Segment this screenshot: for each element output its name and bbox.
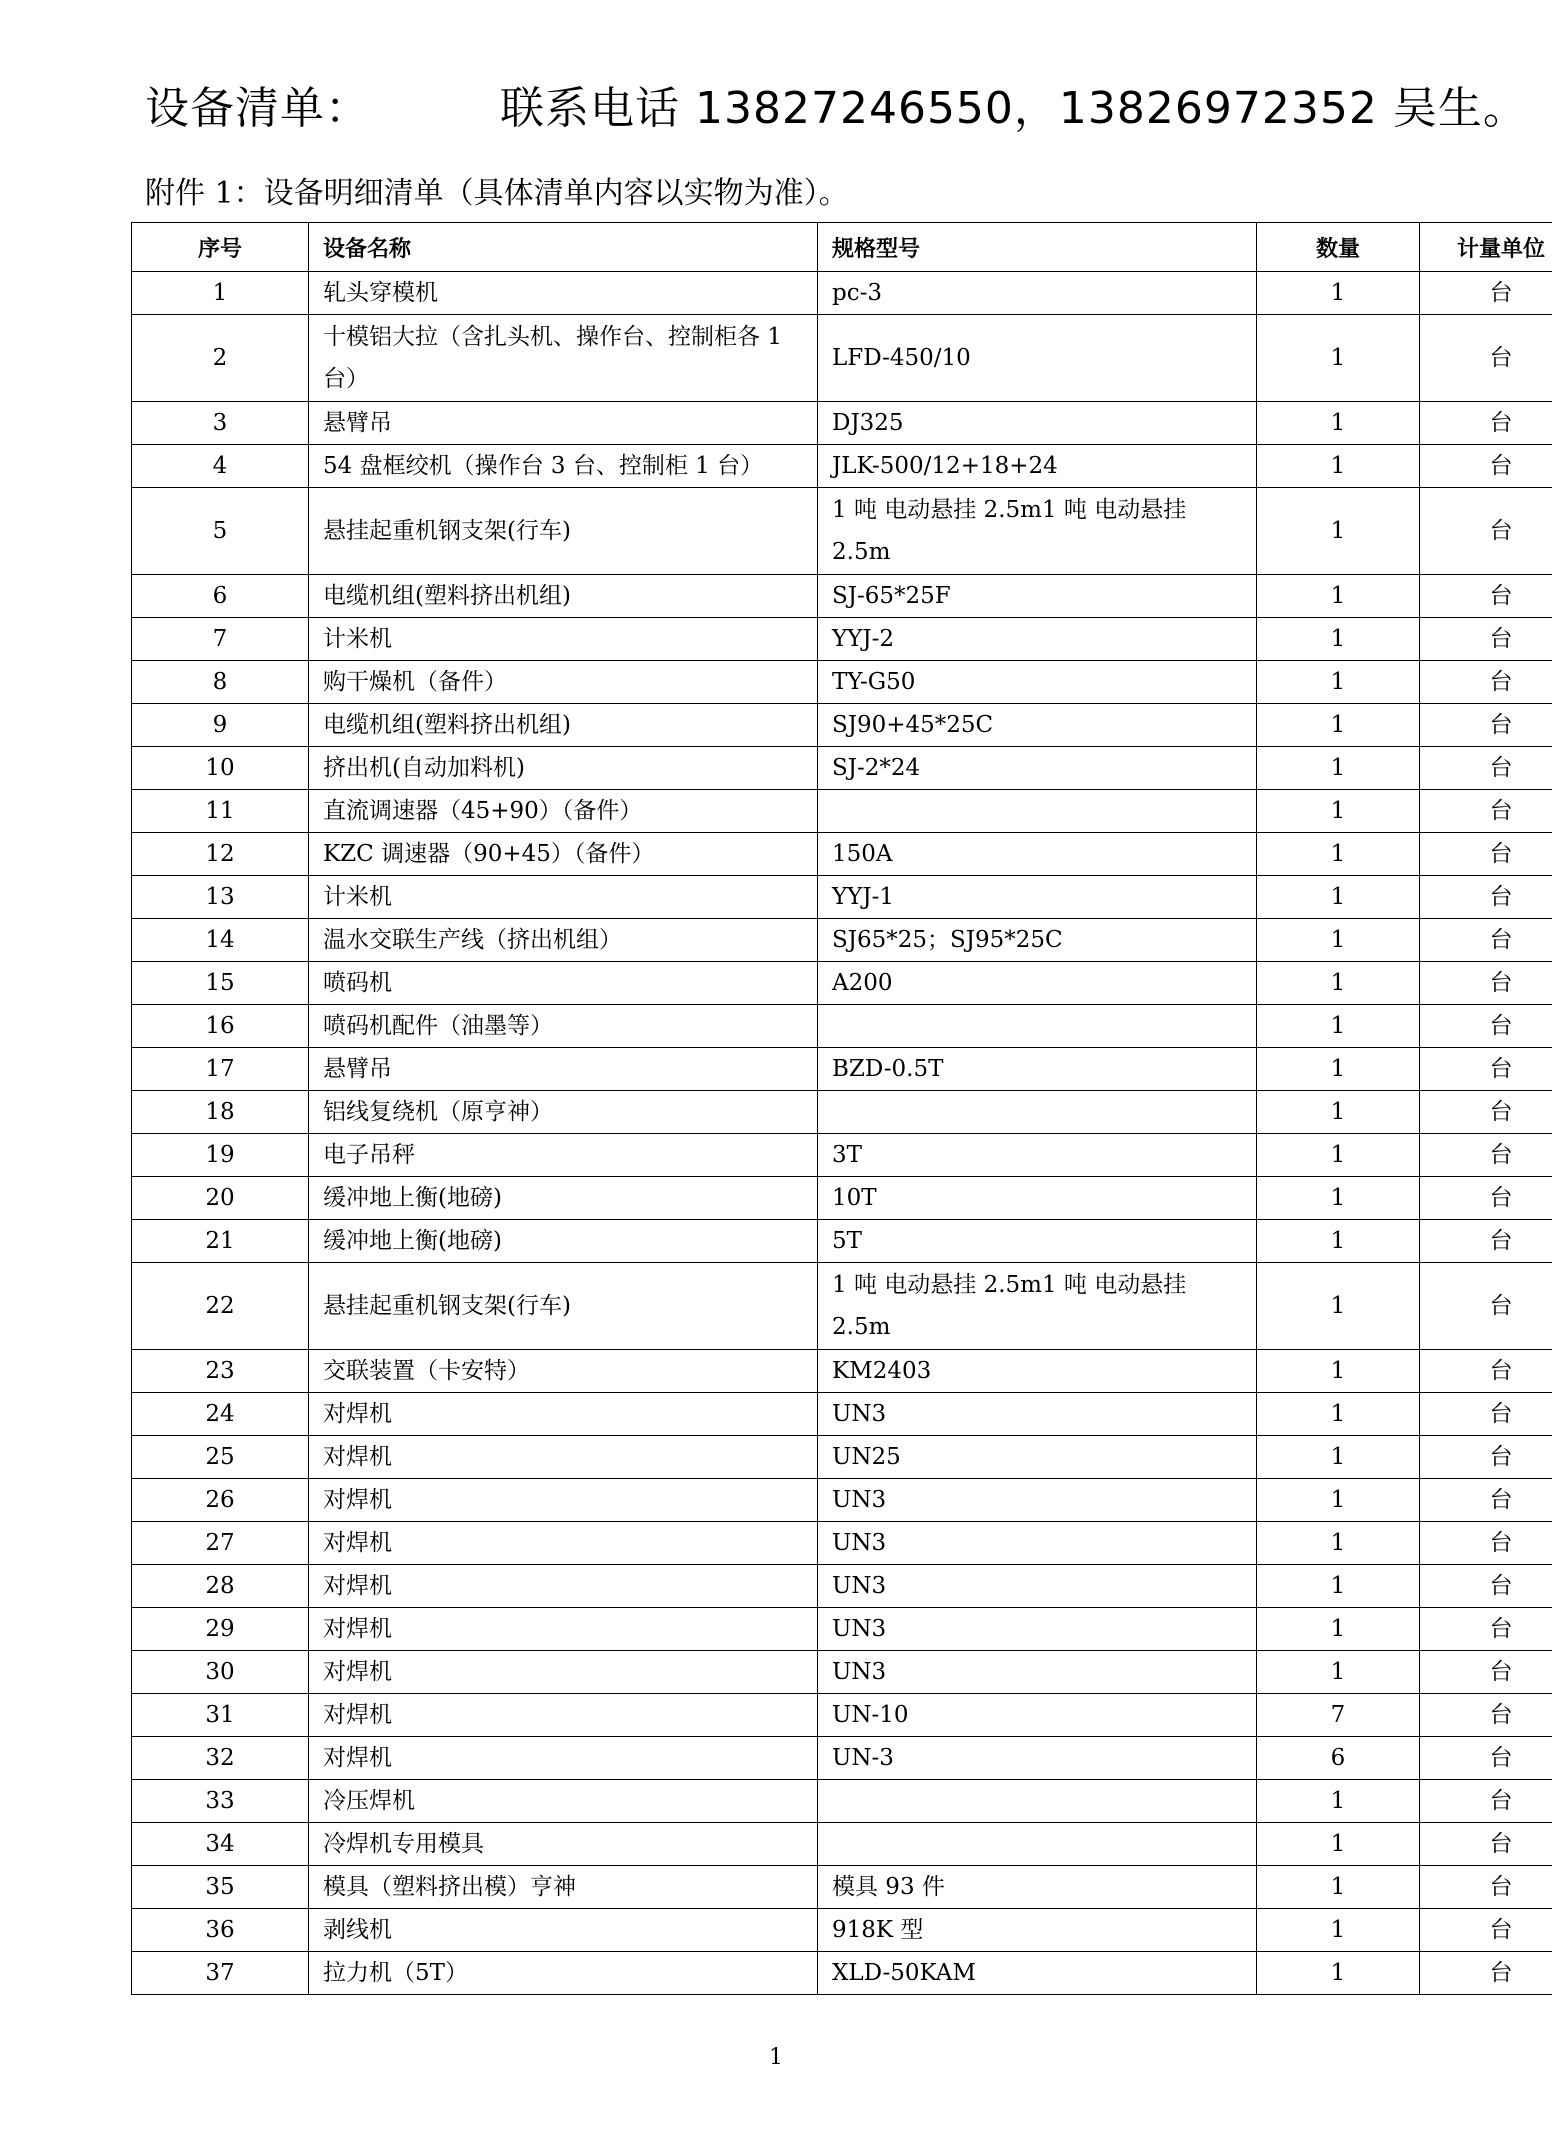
cell-model (818, 790, 1257, 833)
cell-name: 十模铝大拉（含扎头机、操作台、控制柜各 1 台） (309, 315, 818, 402)
column-header-qty: 数量 (1257, 223, 1420, 272)
column-header-name: 设备名称 (309, 223, 818, 272)
cell-unit: 台 (1420, 1651, 1552, 1694)
cell-no: 8 (132, 661, 309, 704)
table-row (132, 661, 1552, 704)
cell-name: 交联装置（卡安特） (309, 1350, 818, 1393)
cell-no: 4 (132, 445, 309, 488)
cell-qty: 1 (1257, 1177, 1420, 1220)
cell-unit: 台 (1420, 575, 1552, 618)
cell-name: 拉力机（5T） (309, 1952, 818, 1995)
cell-qty: 1 (1257, 704, 1420, 747)
cell-name: 对焊机 (309, 1436, 818, 1479)
table-row (132, 575, 1552, 618)
page-number: 1 (769, 2045, 783, 2070)
cell-unit: 台 (1420, 1134, 1552, 1177)
table-row (132, 1134, 1552, 1177)
cell-unit: 台 (1420, 1866, 1552, 1909)
cell-no: 19 (132, 1134, 309, 1177)
cell-no: 25 (132, 1436, 309, 1479)
cell-qty: 1 (1257, 575, 1420, 618)
cell-unit: 台 (1420, 747, 1552, 790)
cell-name: 对焊机 (309, 1565, 818, 1608)
table-row (132, 1651, 1552, 1694)
cell-no: 16 (132, 1005, 309, 1048)
cell-model: 1 吨 电动悬挂 2.5m1 吨 电动悬挂 2.5m (818, 1263, 1257, 1350)
cell-unit: 台 (1420, 962, 1552, 1005)
cell-no: 37 (132, 1952, 309, 1995)
cell-name: 对焊机 (309, 1393, 818, 1436)
cell-name: 温水交联生产线（挤出机组） (309, 919, 818, 962)
cell-unit: 台 (1420, 1737, 1552, 1780)
cell-qty: 1 (1257, 747, 1420, 790)
table-row (132, 1005, 1552, 1048)
cell-no: 23 (132, 1350, 309, 1393)
cell-model: UN3 (818, 1522, 1257, 1565)
cell-unit: 台 (1420, 1220, 1552, 1263)
cell-no: 20 (132, 1177, 309, 1220)
cell-qty: 1 (1257, 661, 1420, 704)
cell-no: 18 (132, 1091, 309, 1134)
cell-unit: 台 (1420, 315, 1552, 402)
cell-qty: 1 (1257, 1350, 1420, 1393)
cell-model (818, 1091, 1257, 1134)
table-row (132, 1220, 1552, 1263)
cell-model: UN25 (818, 1436, 1257, 1479)
cell-qty: 1 (1257, 1134, 1420, 1177)
cell-model: BZD-0.5T (818, 1048, 1257, 1091)
cell-name: 对焊机 (309, 1608, 818, 1651)
cell-model: 5T (818, 1220, 1257, 1263)
cell-name: 冷焊机专用模具 (309, 1823, 818, 1866)
cell-no: 31 (132, 1694, 309, 1737)
cell-name: 缓冲地上衡(地磅) (309, 1220, 818, 1263)
cell-unit: 台 (1420, 1823, 1552, 1866)
cell-name: 电缆机组(塑料挤出机组) (309, 575, 818, 618)
table-row (132, 1479, 1552, 1522)
table-row (132, 1350, 1552, 1393)
cell-unit: 台 (1420, 1694, 1552, 1737)
table-row (132, 704, 1552, 747)
cell-name: 直流调速器（45+90）（备件） (309, 790, 818, 833)
cell-name: 对焊机 (309, 1479, 818, 1522)
cell-name: 购干燥机（备件） (309, 661, 818, 704)
cell-qty: 1 (1257, 1220, 1420, 1263)
cell-name: 挤出机(自动加料机) (309, 747, 818, 790)
column-header-unit: 计量单位 (1420, 223, 1552, 272)
cell-model: 1 吨 电动悬挂 2.5m1 吨 电动悬挂 2.5m (818, 488, 1257, 575)
table-row (132, 1436, 1552, 1479)
cell-qty: 1 (1257, 618, 1420, 661)
cell-qty: 1 (1257, 402, 1420, 445)
cell-qty: 1 (1257, 1091, 1420, 1134)
cell-no: 7 (132, 618, 309, 661)
cell-no: 10 (132, 747, 309, 790)
cell-qty: 1 (1257, 1522, 1420, 1565)
cell-qty: 6 (1257, 1737, 1420, 1780)
cell-unit: 台 (1420, 1780, 1552, 1823)
cell-qty: 1 (1257, 876, 1420, 919)
cell-no: 29 (132, 1608, 309, 1651)
cell-qty: 1 (1257, 1565, 1420, 1608)
cell-unit: 台 (1420, 1091, 1552, 1134)
cell-no: 6 (132, 575, 309, 618)
column-header-no: 序号 (132, 223, 309, 272)
cell-no: 26 (132, 1479, 309, 1522)
cell-name: 对焊机 (309, 1737, 818, 1780)
table-row (132, 1866, 1552, 1909)
cell-qty: 1 (1257, 315, 1420, 402)
cell-model: SJ90+45*25C (818, 704, 1257, 747)
table-row (132, 876, 1552, 919)
table-header-row (132, 223, 1552, 272)
cell-no: 11 (132, 790, 309, 833)
cell-model: UN-3 (818, 1737, 1257, 1780)
cell-qty: 1 (1257, 1780, 1420, 1823)
table-row (132, 488, 1552, 575)
cell-unit: 台 (1420, 488, 1552, 575)
cell-model: KM2403 (818, 1350, 1257, 1393)
cell-model: UN3 (818, 1393, 1257, 1436)
cell-no: 35 (132, 1866, 309, 1909)
cell-qty: 1 (1257, 790, 1420, 833)
cell-name: 悬挂起重机钢支架(行车) (309, 1263, 818, 1350)
cell-qty: 1 (1257, 1005, 1420, 1048)
cell-unit: 台 (1420, 1608, 1552, 1651)
cell-unit: 台 (1420, 272, 1552, 315)
table-row (132, 618, 1552, 661)
cell-qty: 1 (1257, 1909, 1420, 1952)
cell-unit: 台 (1420, 1393, 1552, 1436)
cell-name: KZC 调速器（90+45）（备件） (309, 833, 818, 876)
cell-unit: 台 (1420, 1005, 1552, 1048)
cell-model: 模具 93 件 (818, 1866, 1257, 1909)
column-header-model: 规格型号 (818, 223, 1257, 272)
cell-unit: 台 (1420, 704, 1552, 747)
cell-no: 36 (132, 1909, 309, 1952)
title-text: 设备清单： (145, 83, 370, 134)
table-row (132, 1737, 1552, 1780)
cell-unit: 台 (1420, 1522, 1552, 1565)
cell-model: UN3 (818, 1651, 1257, 1694)
cell-qty: 1 (1257, 1866, 1420, 1909)
cell-unit: 台 (1420, 661, 1552, 704)
table-row (132, 1780, 1552, 1823)
cell-qty: 1 (1257, 1393, 1420, 1436)
cell-unit: 台 (1420, 1909, 1552, 1952)
table-row (132, 919, 1552, 962)
table-row (132, 1177, 1552, 1220)
cell-qty: 1 (1257, 1651, 1420, 1694)
cell-model: UN3 (818, 1479, 1257, 1522)
cell-model: DJ325 (818, 402, 1257, 445)
cell-model: 3T (818, 1134, 1257, 1177)
cell-name: 冷压焊机 (309, 1780, 818, 1823)
cell-unit: 台 (1420, 402, 1552, 445)
cell-name: 对焊机 (309, 1651, 818, 1694)
cell-no: 15 (132, 962, 309, 1005)
document-title (145, 72, 1528, 136)
cell-unit: 台 (1420, 1479, 1552, 1522)
table-body (132, 272, 1552, 1995)
cell-qty: 1 (1257, 1823, 1420, 1866)
cell-model: 10T (818, 1177, 1257, 1220)
cell-unit: 台 (1420, 1350, 1552, 1393)
contact-info: 联系电话 13827246550，13826972352 吴生。 (500, 83, 1528, 134)
table-row (132, 1263, 1552, 1350)
cell-model: 150A (818, 833, 1257, 876)
cell-unit: 台 (1420, 618, 1552, 661)
cell-qty: 1 (1257, 1608, 1420, 1651)
table-row (132, 747, 1552, 790)
table-row (132, 1608, 1552, 1651)
cell-qty: 1 (1257, 1048, 1420, 1091)
cell-qty: 1 (1257, 1479, 1420, 1522)
table-row (132, 1694, 1552, 1737)
cell-no: 21 (132, 1220, 309, 1263)
cell-model: UN3 (818, 1608, 1257, 1651)
cell-model: pc-3 (818, 272, 1257, 315)
cell-qty: 1 (1257, 1263, 1420, 1350)
cell-qty: 1 (1257, 1952, 1420, 1995)
cell-no: 3 (132, 402, 309, 445)
table-row (132, 315, 1552, 402)
cell-name: 悬臂吊 (309, 1048, 818, 1091)
cell-no: 14 (132, 919, 309, 962)
cell-name: 计米机 (309, 876, 818, 919)
cell-name: 模具（塑料挤出模）亨神 (309, 1866, 818, 1909)
table-row (132, 1048, 1552, 1091)
cell-model: A200 (818, 962, 1257, 1005)
cell-name: 对焊机 (309, 1694, 818, 1737)
cell-name: 54 盘框绞机（操作台 3 台、控制柜 1 台） (309, 445, 818, 488)
cell-model (818, 1823, 1257, 1866)
table-row (132, 833, 1552, 876)
cell-qty: 1 (1257, 1436, 1420, 1479)
cell-name: 轧头穿模机 (309, 272, 818, 315)
cell-qty: 1 (1257, 919, 1420, 962)
cell-name: 计米机 (309, 618, 818, 661)
cell-unit: 台 (1420, 1565, 1552, 1608)
equipment-table (131, 222, 1552, 1995)
cell-qty: 1 (1257, 962, 1420, 1005)
cell-model: 918K 型 (818, 1909, 1257, 1952)
table-row (132, 445, 1552, 488)
cell-model: LFD-450/10 (818, 315, 1257, 402)
cell-no: 28 (132, 1565, 309, 1608)
cell-model: YYJ-1 (818, 876, 1257, 919)
table-row (132, 1909, 1552, 1952)
cell-model: UN-10 (818, 1694, 1257, 1737)
cell-name: 铝线复绕机（原亨神） (309, 1091, 818, 1134)
cell-name: 悬挂起重机钢支架(行车) (309, 488, 818, 575)
cell-no: 5 (132, 488, 309, 575)
cell-no: 1 (132, 272, 309, 315)
cell-name: 剥线机 (309, 1909, 818, 1952)
cell-qty: 1 (1257, 445, 1420, 488)
cell-name: 缓冲地上衡(地磅) (309, 1177, 818, 1220)
table-row (132, 1091, 1552, 1134)
table-row (132, 1952, 1552, 1995)
cell-unit: 台 (1420, 445, 1552, 488)
cell-qty: 1 (1257, 488, 1420, 575)
table-row (132, 1393, 1552, 1436)
document-subtitle: 附件 1：设备明细清单（具体清单内容以实物为准）。 (145, 176, 849, 211)
cell-name: 对焊机 (309, 1522, 818, 1565)
cell-qty: 1 (1257, 833, 1420, 876)
cell-model (818, 1780, 1257, 1823)
cell-model: UN3 (818, 1565, 1257, 1608)
table-row (132, 402, 1552, 445)
cell-no: 22 (132, 1263, 309, 1350)
cell-unit: 台 (1420, 790, 1552, 833)
cell-model: TY-G50 (818, 661, 1257, 704)
cell-model: SJ-2*24 (818, 747, 1257, 790)
cell-name: 喷码机 (309, 962, 818, 1005)
cell-unit: 台 (1420, 919, 1552, 962)
cell-no: 30 (132, 1651, 309, 1694)
table-row (132, 962, 1552, 1005)
cell-model: YYJ-2 (818, 618, 1257, 661)
cell-no: 2 (132, 315, 309, 402)
cell-model: JLK-500/12+18+24 (818, 445, 1257, 488)
table-row (132, 790, 1552, 833)
cell-name: 电子吊秤 (309, 1134, 818, 1177)
cell-no: 12 (132, 833, 309, 876)
cell-qty: 7 (1257, 1694, 1420, 1737)
cell-no: 33 (132, 1780, 309, 1823)
cell-model: SJ-65*25F (818, 575, 1257, 618)
cell-model: SJ65*25；SJ95*25C (818, 919, 1257, 962)
table-row (132, 1565, 1552, 1608)
table-row (132, 272, 1552, 315)
cell-unit: 台 (1420, 1952, 1552, 1995)
cell-no: 32 (132, 1737, 309, 1780)
cell-unit: 台 (1420, 833, 1552, 876)
cell-no: 24 (132, 1393, 309, 1436)
cell-no: 27 (132, 1522, 309, 1565)
cell-no: 17 (132, 1048, 309, 1091)
cell-no: 13 (132, 876, 309, 919)
cell-name: 悬臂吊 (309, 402, 818, 445)
cell-unit: 台 (1420, 1263, 1552, 1350)
cell-no: 9 (132, 704, 309, 747)
table-row (132, 1823, 1552, 1866)
cell-no: 34 (132, 1823, 309, 1866)
table-row (132, 1522, 1552, 1565)
cell-name: 电缆机组(塑料挤出机组) (309, 704, 818, 747)
cell-unit: 台 (1420, 1177, 1552, 1220)
cell-unit: 台 (1420, 1048, 1552, 1091)
cell-qty: 1 (1257, 272, 1420, 315)
cell-unit: 台 (1420, 1436, 1552, 1479)
cell-name: 喷码机配件（油墨等） (309, 1005, 818, 1048)
cell-model (818, 1005, 1257, 1048)
cell-unit: 台 (1420, 876, 1552, 919)
cell-model: XLD-50KAM (818, 1952, 1257, 1995)
